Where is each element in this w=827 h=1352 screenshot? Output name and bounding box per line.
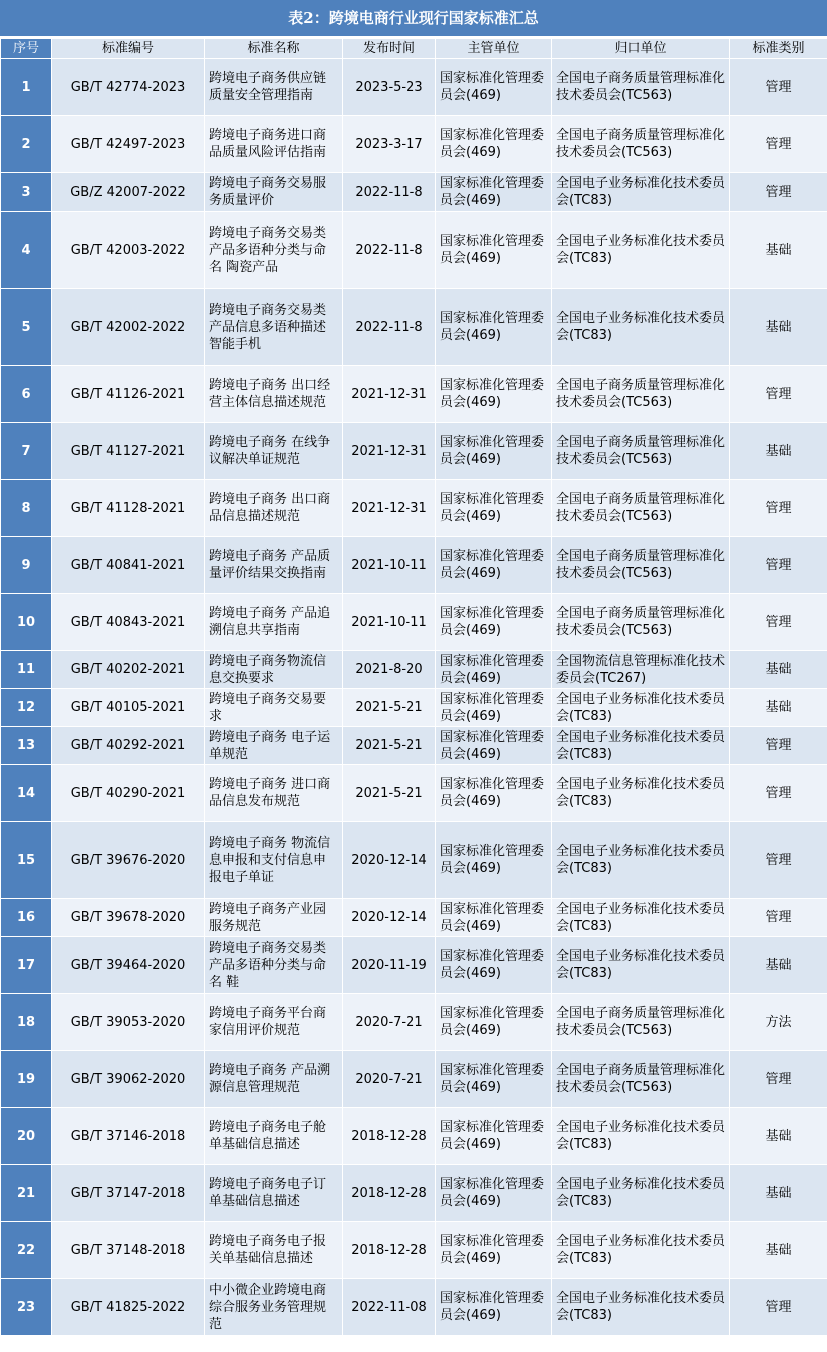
- row-category: 管理: [730, 822, 827, 899]
- row-code: GB/T 40841-2021: [52, 537, 205, 594]
- row-seq: 15: [1, 822, 52, 899]
- row-category: 基础: [730, 423, 827, 480]
- header-row: [1, 39, 827, 59]
- row-category: 管理: [730, 594, 827, 651]
- row-seq: 17: [1, 937, 52, 994]
- row-code: GB/T 40292-2021: [52, 727, 205, 765]
- row-category: 基础: [730, 1222, 827, 1279]
- row-org: 国家标准化管理委员会(469): [436, 689, 552, 727]
- row-org: 国家标准化管理委员会(469): [436, 727, 552, 765]
- row-date: 2022-11-8: [343, 212, 436, 289]
- row-category: 基础: [730, 651, 827, 689]
- table-row: [1, 537, 827, 594]
- table-row: [1, 423, 827, 480]
- row-name: 跨境电子商务 物流信息申报和支付信息申报电子单证: [205, 822, 343, 899]
- row-tc: 全国电子业务标准化技术委员会(TC83): [552, 289, 730, 366]
- row-date: 2023-5-23: [343, 59, 436, 116]
- row-seq: 11: [1, 651, 52, 689]
- table-row: [1, 289, 827, 366]
- row-org: 国家标准化管理委员会(469): [436, 423, 552, 480]
- row-tc: 全国电子商务质量管理标准化技术委员会(TC563): [552, 537, 730, 594]
- row-category: 基础: [730, 689, 827, 727]
- row-org: 国家标准化管理委员会(469): [436, 212, 552, 289]
- row-seq: 19: [1, 1051, 52, 1108]
- row-code: GB/T 40290-2021: [52, 765, 205, 822]
- row-name: 跨境电子商务电子报关单基础信息描述: [205, 1222, 343, 1279]
- table-row: [1, 689, 827, 727]
- row-tc: 全国电子商务质量管理标准化技术委员会(TC563): [552, 423, 730, 480]
- row-tc: 全国物流信息管理标准化技术委员会(TC267): [552, 651, 730, 689]
- row-tc: 全国电子业务标准化技术委员会(TC83): [552, 1165, 730, 1222]
- row-code: GB/Z 42007-2022: [52, 173, 205, 212]
- row-seq: 8: [1, 480, 52, 537]
- row-category: 管理: [730, 727, 827, 765]
- row-name: 跨境电子商务电子订单基础信息描述: [205, 1165, 343, 1222]
- row-category: 管理: [730, 899, 827, 937]
- table-row: [1, 480, 827, 537]
- row-category: 基础: [730, 937, 827, 994]
- row-seq: 1: [1, 59, 52, 116]
- table-row: [1, 937, 827, 994]
- row-code: GB/T 39062-2020: [52, 1051, 205, 1108]
- row-category: 管理: [730, 537, 827, 594]
- header-name: 标准名称: [205, 39, 343, 59]
- row-code: GB/T 40105-2021: [52, 689, 205, 727]
- header-code: 标准编号: [52, 39, 205, 59]
- row-name: 跨境电子商务物流信息交换要求: [205, 651, 343, 689]
- table-row: [1, 651, 827, 689]
- row-code: GB/T 41126-2021: [52, 366, 205, 423]
- row-seq: 18: [1, 994, 52, 1051]
- row-seq: 3: [1, 173, 52, 212]
- row-date: 2023-3-17: [343, 116, 436, 173]
- row-date: 2021-10-11: [343, 537, 436, 594]
- row-date: 2018-12-28: [343, 1108, 436, 1165]
- row-category: 管理: [730, 59, 827, 116]
- table-row: [1, 994, 827, 1051]
- row-seq: 6: [1, 366, 52, 423]
- row-org: 国家标准化管理委员会(469): [436, 937, 552, 994]
- row-org: 国家标准化管理委员会(469): [436, 173, 552, 212]
- row-seq: 23: [1, 1279, 52, 1336]
- row-category: 基础: [730, 212, 827, 289]
- row-tc: 全国电子业务标准化技术委员会(TC83): [552, 173, 730, 212]
- row-category: 基础: [730, 1108, 827, 1165]
- row-tc: 全国电子商务质量管理标准化技术委员会(TC563): [552, 116, 730, 173]
- row-name: 跨境电子商务 产品追溯信息共享指南: [205, 594, 343, 651]
- row-tc: 全国电子业务标准化技术委员会(TC83): [552, 1279, 730, 1336]
- table-row: [1, 1165, 827, 1222]
- row-tc: 全国电子业务标准化技术委员会(TC83): [552, 727, 730, 765]
- row-tc: 全国电子业务标准化技术委员会(TC83): [552, 1108, 730, 1165]
- row-tc: 全国电子业务标准化技术委员会(TC83): [552, 212, 730, 289]
- row-seq: 4: [1, 212, 52, 289]
- row-name: 跨境电子商务交易要求: [205, 689, 343, 727]
- row-tc: 全国电子业务标准化技术委员会(TC83): [552, 765, 730, 822]
- row-category: 管理: [730, 1051, 827, 1108]
- row-date: 2022-11-8: [343, 289, 436, 366]
- row-code: GB/T 39053-2020: [52, 994, 205, 1051]
- row-name: 跨境电子商务平台商家信用评价规范: [205, 994, 343, 1051]
- row-org: 国家标准化管理委员会(469): [436, 480, 552, 537]
- row-tc: 全国电子业务标准化技术委员会(TC83): [552, 822, 730, 899]
- row-name: 跨境电子商务供应链质量安全管理指南: [205, 59, 343, 116]
- row-code: GB/T 37146-2018: [52, 1108, 205, 1165]
- row-org: 国家标准化管理委员会(469): [436, 822, 552, 899]
- row-seq: 5: [1, 289, 52, 366]
- table-row: [1, 1222, 827, 1279]
- row-tc: 全国电子业务标准化技术委员会(TC83): [552, 937, 730, 994]
- row-category: 管理: [730, 173, 827, 212]
- row-seq: 2: [1, 116, 52, 173]
- row-date: 2018-12-28: [343, 1165, 436, 1222]
- row-seq: 16: [1, 899, 52, 937]
- table-title: 表2：跨境电商行业现行国家标准汇总: [0, 0, 827, 36]
- row-seq: 12: [1, 689, 52, 727]
- table-row: [1, 59, 827, 116]
- row-date: 2021-5-21: [343, 727, 436, 765]
- row-code: GB/T 39676-2020: [52, 822, 205, 899]
- table-row: [1, 366, 827, 423]
- row-date: 2022-11-08: [343, 1279, 436, 1336]
- row-date: 2020-12-14: [343, 899, 436, 937]
- row-name: 跨境电子商务 在线争议解决单证规范: [205, 423, 343, 480]
- row-code: GB/T 37147-2018: [52, 1165, 205, 1222]
- row-tc: 全国电子商务质量管理标准化技术委员会(TC563): [552, 994, 730, 1051]
- row-tc: 全国电子商务质量管理标准化技术委员会(TC563): [552, 1051, 730, 1108]
- row-name: 跨境电子商务 产品质量评价结果交换指南: [205, 537, 343, 594]
- table-row: [1, 1108, 827, 1165]
- row-code: GB/T 40843-2021: [52, 594, 205, 651]
- row-date: 2021-5-21: [343, 765, 436, 822]
- row-category: 方法: [730, 994, 827, 1051]
- row-name: 跨境电子商务 出口商品信息描述规范: [205, 480, 343, 537]
- row-date: 2021-8-20: [343, 651, 436, 689]
- row-name: 跨境电子商务 出口经营主体信息描述规范: [205, 366, 343, 423]
- row-seq: 7: [1, 423, 52, 480]
- row-org: 国家标准化管理委员会(469): [436, 1108, 552, 1165]
- row-date: 2021-5-21: [343, 689, 436, 727]
- header-tc: 归口单位: [552, 39, 730, 59]
- row-category: 管理: [730, 480, 827, 537]
- row-org: 国家标准化管理委员会(469): [436, 1222, 552, 1279]
- row-org: 国家标准化管理委员会(469): [436, 116, 552, 173]
- row-code: GB/T 39464-2020: [52, 937, 205, 994]
- row-org: 国家标准化管理委员会(469): [436, 765, 552, 822]
- row-tc: 全国电子业务标准化技术委员会(TC83): [552, 689, 730, 727]
- table-body: [1, 59, 827, 1336]
- row-org: 国家标准化管理委员会(469): [436, 537, 552, 594]
- row-date: 2021-12-31: [343, 480, 436, 537]
- row-code: GB/T 41825-2022: [52, 1279, 205, 1336]
- table-row: [1, 727, 827, 765]
- table-row: [1, 822, 827, 899]
- row-name: 跨境电子商务电子舱单基础信息描述: [205, 1108, 343, 1165]
- row-date: 2020-7-21: [343, 994, 436, 1051]
- row-name: 跨境电子商务交易服务质量评价: [205, 173, 343, 212]
- header-category: 标准类别: [730, 39, 827, 59]
- header-seq: 序号: [1, 39, 52, 59]
- row-org: 国家标准化管理委员会(469): [436, 594, 552, 651]
- row-date: 2020-11-19: [343, 937, 436, 994]
- row-name: 跨境电子商务产业园服务规范: [205, 899, 343, 937]
- row-tc: 全国电子商务质量管理标准化技术委员会(TC563): [552, 366, 730, 423]
- row-tc: 全国电子商务质量管理标准化技术委员会(TC563): [552, 59, 730, 116]
- row-code: GB/T 42774-2023: [52, 59, 205, 116]
- table-row: [1, 899, 827, 937]
- row-org: 国家标准化管理委员会(469): [436, 1051, 552, 1108]
- row-category: 管理: [730, 1279, 827, 1336]
- row-code: GB/T 42497-2023: [52, 116, 205, 173]
- row-date: 2020-7-21: [343, 1051, 436, 1108]
- standards-table: [0, 38, 827, 1336]
- row-date: 2021-10-11: [343, 594, 436, 651]
- row-code: GB/T 39678-2020: [52, 899, 205, 937]
- row-name: 跨境电子商务交易类产品多语种分类与命名 鞋: [205, 937, 343, 994]
- header-date: 发布时间: [343, 39, 436, 59]
- row-seq: 10: [1, 594, 52, 651]
- row-name: 中小微企业跨境电商综合服务业务管理规范: [205, 1279, 343, 1336]
- row-name: 跨境电子商务进口商品质量风险评估指南: [205, 116, 343, 173]
- row-category: 基础: [730, 1165, 827, 1222]
- row-tc: 全国电子业务标准化技术委员会(TC83): [552, 1222, 730, 1279]
- row-tc: 全国电子商务质量管理标准化技术委员会(TC563): [552, 594, 730, 651]
- row-org: 国家标准化管理委员会(469): [436, 1165, 552, 1222]
- row-date: 2020-12-14: [343, 822, 436, 899]
- row-code: GB/T 40202-2021: [52, 651, 205, 689]
- row-org: 国家标准化管理委员会(469): [436, 366, 552, 423]
- row-date: 2021-12-31: [343, 423, 436, 480]
- row-seq: 22: [1, 1222, 52, 1279]
- row-code: GB/T 37148-2018: [52, 1222, 205, 1279]
- row-name: 跨境电子商务交易类产品信息多语种描述 智能手机: [205, 289, 343, 366]
- row-name: 跨境电子商务交易类产品多语种分类与命名 陶瓷产品: [205, 212, 343, 289]
- row-category: 管理: [730, 765, 827, 822]
- row-code: GB/T 41128-2021: [52, 480, 205, 537]
- row-seq: 14: [1, 765, 52, 822]
- header-org: 主管单位: [436, 39, 552, 59]
- row-org: 国家标准化管理委员会(469): [436, 1279, 552, 1336]
- table-row: [1, 116, 827, 173]
- row-category: 基础: [730, 289, 827, 366]
- row-name: 跨境电子商务 电子运单规范: [205, 727, 343, 765]
- row-category: 管理: [730, 116, 827, 173]
- row-category: 管理: [730, 366, 827, 423]
- row-org: 国家标准化管理委员会(469): [436, 899, 552, 937]
- table-row: [1, 173, 827, 212]
- row-tc: 全国电子商务质量管理标准化技术委员会(TC563): [552, 480, 730, 537]
- table-row: [1, 765, 827, 822]
- row-org: 国家标准化管理委员会(469): [436, 289, 552, 366]
- row-tc: 全国电子业务标准化技术委员会(TC83): [552, 899, 730, 937]
- row-date: 2021-12-31: [343, 366, 436, 423]
- row-date: 2022-11-8: [343, 173, 436, 212]
- table-row: [1, 594, 827, 651]
- row-seq: 9: [1, 537, 52, 594]
- row-code: GB/T 42003-2022: [52, 212, 205, 289]
- table-row: [1, 1051, 827, 1108]
- row-code: GB/T 41127-2021: [52, 423, 205, 480]
- row-seq: 21: [1, 1165, 52, 1222]
- row-name: 跨境电子商务 产品溯源信息管理规范: [205, 1051, 343, 1108]
- row-org: 国家标准化管理委员会(469): [436, 59, 552, 116]
- row-seq: 13: [1, 727, 52, 765]
- row-seq: 20: [1, 1108, 52, 1165]
- table-row: [1, 1279, 827, 1336]
- table-row: [1, 212, 827, 289]
- row-code: GB/T 42002-2022: [52, 289, 205, 366]
- row-org: 国家标准化管理委员会(469): [436, 994, 552, 1051]
- row-name: 跨境电子商务 进口商品信息发布规范: [205, 765, 343, 822]
- row-org: 国家标准化管理委员会(469): [436, 651, 552, 689]
- row-date: 2018-12-28: [343, 1222, 436, 1279]
